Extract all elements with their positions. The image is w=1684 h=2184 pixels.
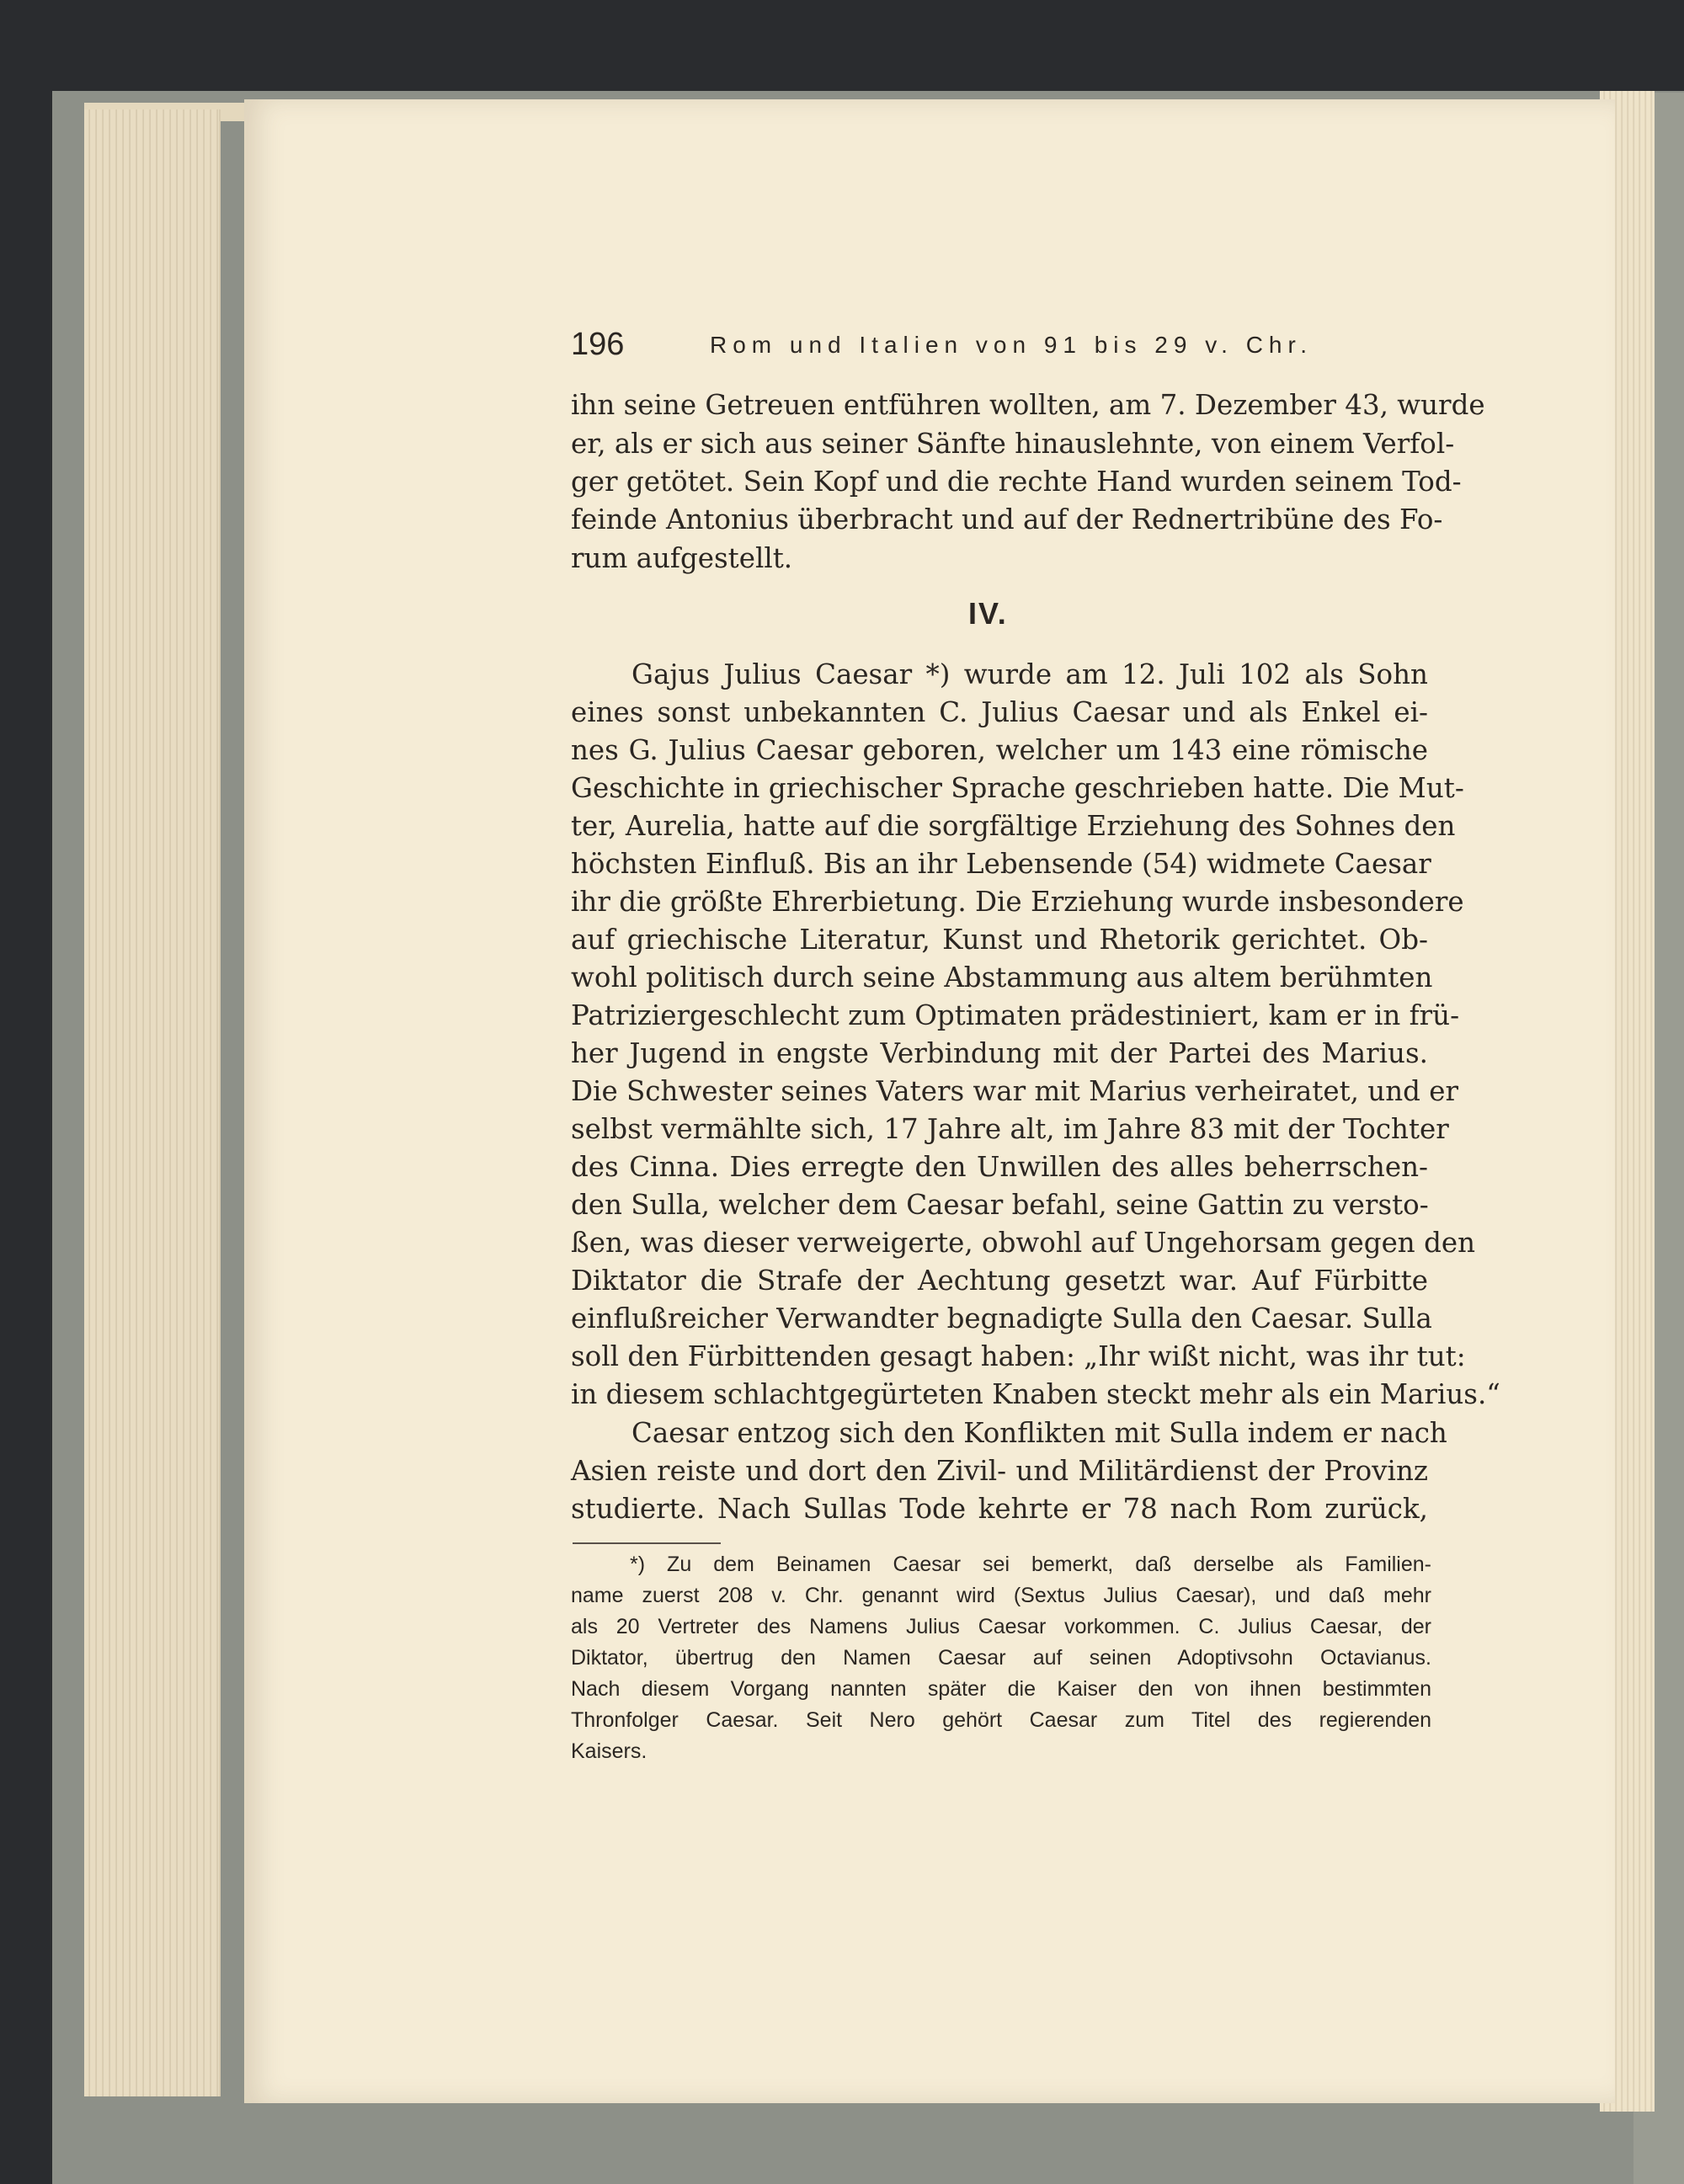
text-line: Geschichte in griechischer Sprache geschrieben hatte. Die Mut- xyxy=(571,772,1464,804)
text-line: einflußreicher Verwandter begnadigte Sulla den Caesar. Sulla xyxy=(571,1302,1432,1334)
footnote-line: als 20 Vertreter des Namens Julius Caesar vorkommen. C. Julius Caesar, der xyxy=(571,1615,1431,1638)
text-line: ßen, was dieser verweigerte, obwohl auf Ungehorsam gegen den xyxy=(571,1227,1476,1259)
text-line: Asien reiste und dort den Zivil- und Militärdienst der Provinz xyxy=(571,1455,1428,1487)
text-line: ihn seine Getreuen entführen wollten, am 7. Dezember 43, wurde xyxy=(571,389,1485,421)
text-line: den Sulla, welcher dem Caesar befahl, seine Gattin zu versto- xyxy=(571,1189,1429,1221)
text-line: in diesem schlachtgegürteten Knaben steckt mehr als ein Marius.“ xyxy=(571,1378,1500,1410)
text-line: er, als er sich aus seiner Sänfte hinauslehnte, von einem Verfol- xyxy=(571,428,1455,460)
footnote-line: Nach diesem Vorgang nannten später die Kaiser den von ihnen bestimmten xyxy=(571,1677,1431,1701)
text-line: selbst vermählte sich, 17 Jahre alt, im Jahre 83 mit der Tochter xyxy=(571,1113,1449,1145)
footnote-rule xyxy=(573,1542,721,1544)
text-line: Diktator die Strafe der Aechtung gesetzt war. Auf Fürbitte xyxy=(571,1265,1428,1297)
text-line: ihr die größte Ehrerbietung. Die Erziehung wurde insbesondere xyxy=(571,886,1464,918)
text-line: soll den Fürbittenden gesagt haben: „Ihr wißt nicht, was ihr tut: xyxy=(571,1340,1466,1372)
text-line: Caesar entzog sich den Konflikten mit Sulla indem er nach xyxy=(632,1417,1447,1449)
text-line: her Jugend in engste Verbindung mit der Partei des Marius. xyxy=(571,1037,1428,1069)
text-line: wohl politisch durch seine Abstammung aus altem berühmten xyxy=(571,961,1433,993)
text-line: Patriziergeschlecht zum Optimaten prädestiniert, kam er in frü- xyxy=(571,999,1460,1031)
running-title: Rom und Italien von 91 bis 29 v. Chr. xyxy=(710,332,1314,358)
text-line: ter, Aurelia, hatte auf die sorgfältige Erziehung des Sohnes den xyxy=(571,810,1456,842)
footnote-line: name zuerst 208 v. Chr. genannt wird (Sextus Julius Caesar), und daß mehr xyxy=(571,1584,1431,1607)
text-line: höchsten Einfluß. Bis an ihr Lebensende (54) widmete Caesar xyxy=(571,848,1431,880)
text-line: feinde Antonius überbracht und auf der Rednertribüne des Fo- xyxy=(571,503,1443,535)
footnote-line: Kaisers. xyxy=(571,1739,647,1763)
text-line: nes G. Julius Caesar geboren, welcher um 143 eine römische xyxy=(571,734,1428,766)
text-line: eines sonst unbekannten C. Julius Caesar und als Enkel ei- xyxy=(571,696,1428,728)
running-header xyxy=(571,327,1314,364)
text-line: Gajus Julius Caesar *) wurde am 12. Juli 102 als Sohn xyxy=(632,658,1428,690)
footnote-line: Diktator, übertrug den Namen Caesar auf seinen Adoptivsohn Octavianus. xyxy=(571,1646,1431,1670)
footnote-line: *) Zu dem Beinamen Caesar sei bemerkt, daß derselbe als Familien- xyxy=(630,1553,1431,1576)
footnote-line: Thronfolger Caesar. Seit Nero gehört Caesar zum Titel des regierenden xyxy=(571,1708,1431,1732)
text-line: auf griechische Literatur, Kunst und Rhetorik gerichtet. Ob- xyxy=(571,924,1428,956)
left-page-edges xyxy=(84,109,221,2096)
text-line: Die Schwester seines Vaters war mit Marius verheiratet, und er xyxy=(571,1075,1459,1107)
text-line: rum aufgestellt. xyxy=(571,542,793,574)
section-number: IV. xyxy=(968,596,1008,631)
page-number: 196 xyxy=(571,327,625,362)
text-line: ger getötet. Sein Kopf und die rechte Hand wurden seinem Tod- xyxy=(571,466,1462,498)
text-line: studierte. Nach Sullas Tode kehrte er 78 nach Rom zurück, xyxy=(571,1493,1428,1525)
text-line: des Cinna. Dies erregte den Unwillen des alles beherrschen- xyxy=(571,1151,1428,1183)
